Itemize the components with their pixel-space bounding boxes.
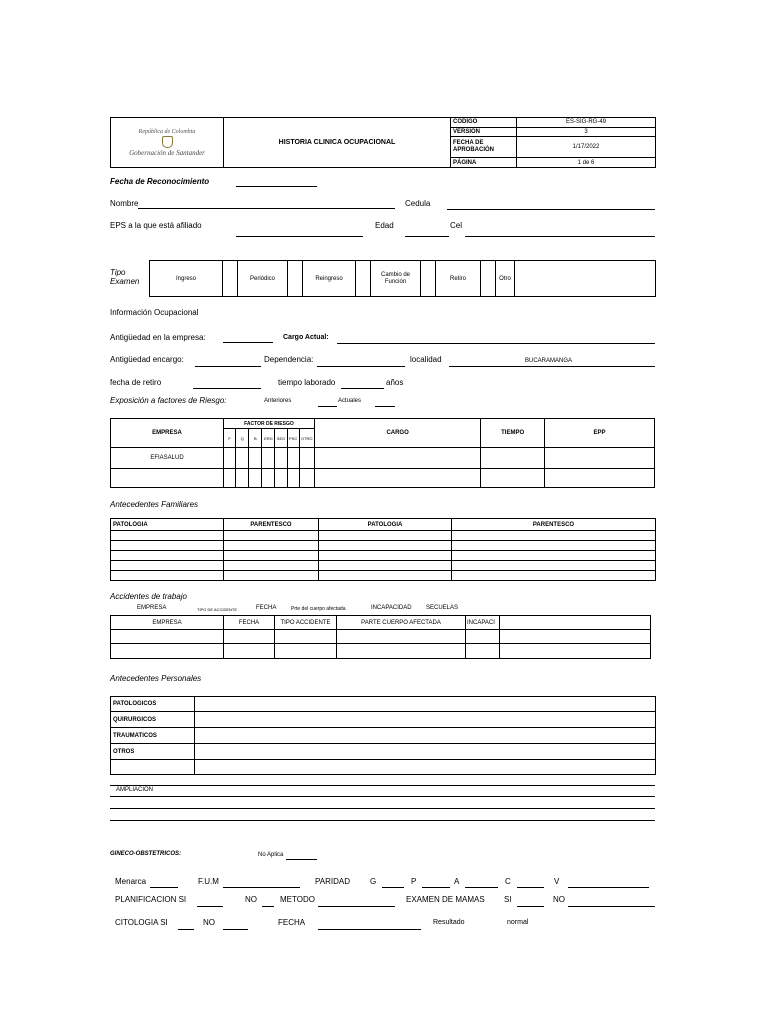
- fam-patologia-header-2: PATOLOGIA: [319, 519, 452, 531]
- antiguedad-empresa-label: Antigüedad en la empresa:: [110, 333, 206, 342]
- table-cell[interactable]: [314, 448, 481, 469]
- exposicion-label: Exposición a factores de Riesgo:: [110, 396, 227, 405]
- factor-erg: ERG: [262, 429, 275, 448]
- citologia-no-label: NO: [203, 918, 215, 927]
- eps-field[interactable]: [236, 236, 363, 237]
- codigo-value: ES-SIG-RG-49: [517, 118, 656, 128]
- table-row: [111, 630, 651, 644]
- actuales-label: Actuales: [338, 398, 362, 404]
- table-cell[interactable]: [452, 561, 656, 571]
- menarca-field[interactable]: [150, 887, 178, 888]
- citologia-fecha-label: FECHA: [278, 918, 306, 927]
- personales-traumaticos-field[interactable]: [195, 728, 656, 744]
- table-cell[interactable]: [111, 644, 224, 659]
- localidad-value: BUCARAMANGA: [525, 358, 573, 364]
- tipo-ingreso: Ingreso: [150, 261, 223, 297]
- acc-sub-secuelas: SECUELAS: [426, 605, 459, 611]
- planificacion-si-field[interactable]: [197, 906, 223, 907]
- document-title: HISTORIA CLINICA OCUPACIONAL: [224, 118, 451, 168]
- table-cell[interactable]: [544, 469, 654, 488]
- table-cell[interactable]: [299, 469, 314, 488]
- cedula-field[interactable]: [447, 209, 655, 210]
- antiguedad-cargo-label: Antigüedad encargo:: [110, 355, 184, 364]
- pagina-label: PÁGINA: [451, 158, 517, 168]
- accidentes-table: [110, 615, 651, 659]
- ampliacion-label: AMPLIACION: [116, 787, 154, 793]
- v-label: V: [554, 877, 560, 886]
- g-field[interactable]: [382, 887, 404, 888]
- table-cell[interactable]: [236, 469, 249, 488]
- logo-line1: República de Colombia: [138, 128, 196, 135]
- planificacion-no-label: NO: [245, 895, 257, 904]
- citologia-no-field[interactable]: [223, 929, 248, 930]
- table-cell[interactable]: [299, 448, 314, 469]
- table-cell[interactable]: [249, 469, 262, 488]
- table-cell[interactable]: [224, 644, 275, 659]
- fecha-retiro-field[interactable]: [193, 388, 261, 389]
- fecha-aprobacion-label: FECHA DE APROBACIÓN: [451, 137, 517, 158]
- riesgo-epp-header: EPP: [544, 419, 654, 448]
- factor-seg: SEG: [275, 429, 287, 448]
- table-cell[interactable]: [111, 531, 224, 541]
- personales-extra-field[interactable]: [195, 760, 656, 775]
- personales-table: [110, 696, 656, 775]
- acc-sub-empresa: EMPRESA: [137, 605, 167, 611]
- fum-field[interactable]: [223, 887, 300, 888]
- tipo-examen-label: Tipo Examen: [110, 268, 140, 286]
- mamas-no-field[interactable]: [568, 906, 655, 907]
- cel-label: Cel: [450, 221, 463, 230]
- anteriores-label: Anteriores: [264, 398, 292, 404]
- table-row: [111, 469, 655, 488]
- acc-secuelas-header: [500, 616, 651, 630]
- citologia-fecha-field[interactable]: [318, 929, 421, 930]
- acc-parte-header: PARTE CUERPO AFECTADA: [337, 616, 466, 630]
- dependencia-label: Dependencia:: [264, 355, 314, 364]
- citologia-si-field[interactable]: [178, 929, 194, 930]
- table-cell[interactable]: [452, 531, 656, 541]
- logo-cell: [111, 118, 224, 168]
- c-label: C: [505, 877, 511, 886]
- table-cell[interactable]: [224, 561, 319, 571]
- factor-q: Q: [236, 429, 249, 448]
- table-row: [111, 571, 656, 581]
- factor-b: B: [249, 429, 262, 448]
- cargo-actual-label: Cargo Actual:: [283, 334, 329, 341]
- table-cell[interactable]: [287, 448, 299, 469]
- acc-sub-tipo: TIPO DE ACCIDENTE: [197, 607, 238, 612]
- table-cell[interactable]: [275, 630, 337, 644]
- tipo-cambio-funcion-check[interactable]: [421, 261, 436, 297]
- header-table: [110, 117, 656, 168]
- table-cell[interactable]: [544, 448, 654, 469]
- edad-label: Edad: [375, 221, 394, 230]
- table-cell[interactable]: [337, 644, 466, 659]
- mamas-si-field[interactable]: [517, 906, 544, 907]
- table-cell[interactable]: [337, 630, 466, 644]
- table-cell[interactable]: [111, 561, 224, 571]
- cedula-label: Cedula: [405, 199, 431, 208]
- table-row: [111, 448, 655, 469]
- riesgo-table: [110, 418, 655, 488]
- tipo-periodico-check[interactable]: [288, 261, 303, 297]
- fam-parentesco-header-2: PARENTESCO: [452, 519, 656, 531]
- acc-fecha-header: FECHA: [224, 616, 275, 630]
- mamas-no-label: NO: [553, 895, 565, 904]
- tipo-examen-table: [149, 260, 656, 297]
- localidad-label: localidad: [410, 355, 442, 364]
- metodo-label: METODO: [280, 895, 315, 904]
- table-cell[interactable]: [452, 551, 656, 561]
- table-cell[interactable]: [319, 541, 452, 551]
- planificacion-no-field[interactable]: [262, 906, 274, 907]
- table-cell[interactable]: [481, 469, 545, 488]
- table-cell[interactable]: [224, 531, 319, 541]
- acc-empresa-header: EMPRESA: [111, 616, 224, 630]
- personales-otros: OTROS: [111, 744, 195, 760]
- ampliacion-line-1[interactable]: [110, 796, 655, 797]
- fecha-reconocimiento-field[interactable]: [236, 186, 317, 187]
- dependencia-field[interactable]: [317, 366, 405, 367]
- table-cell[interactable]: [287, 469, 299, 488]
- table-cell[interactable]: [111, 630, 224, 644]
- acc-tipo-header: TIPO ACCIDENTE: [275, 616, 337, 630]
- tipo-periodico: Periódico: [238, 261, 288, 297]
- riesgo-row1-empresa[interactable]: EFIASALUD: [111, 448, 224, 469]
- familiares-title: Antecedentes Familiares: [110, 500, 199, 509]
- anos-label: años: [386, 378, 404, 387]
- logo-line2: Gobernación de Santander: [129, 148, 205, 157]
- table-cell[interactable]: [236, 448, 249, 469]
- c-field[interactable]: [517, 887, 544, 888]
- tipo-retiro: Retiro: [436, 261, 481, 297]
- table-cell[interactable]: [111, 469, 224, 488]
- table-cell[interactable]: [111, 551, 224, 561]
- table-cell[interactable]: [319, 561, 452, 571]
- factor-otro: OTRO: [299, 429, 314, 448]
- ampliacion-top-rule: [110, 785, 655, 786]
- eps-label: EPS a la que está afiliado: [110, 221, 202, 230]
- actuales-field[interactable]: [375, 406, 395, 407]
- tipo-retiro-check[interactable]: [481, 261, 496, 297]
- acc-incapacidad-header: INCAPACI: [466, 616, 500, 630]
- acc-sub-parte: Prte del cuerpo afectada: [291, 606, 346, 612]
- table-cell[interactable]: [111, 571, 224, 581]
- table-cell[interactable]: [224, 630, 275, 644]
- table-cell[interactable]: [452, 571, 656, 581]
- table-cell[interactable]: [481, 448, 545, 469]
- nombre-field[interactable]: [138, 208, 395, 209]
- menarca-label: Menarca: [115, 877, 147, 886]
- personales-patologicos-field[interactable]: [195, 697, 656, 712]
- a-label: A: [454, 877, 460, 886]
- personales-quirurgicos-field[interactable]: [195, 712, 656, 728]
- factor-psc: PSC: [287, 429, 299, 448]
- version-label: VERSIÓN: [451, 127, 517, 137]
- p-label: P: [411, 877, 417, 886]
- examen-mamas-label: EXAMEN DE MAMAS: [406, 895, 485, 904]
- factor-riesgo-header: FACTOR DE RIESGO: [224, 419, 315, 429]
- personales-traumaticos: TRAUMATICOS: [111, 728, 195, 744]
- table-cell[interactable]: [314, 469, 481, 488]
- table-cell[interactable]: [275, 469, 287, 488]
- codigo-label: CÓDIGO: [451, 118, 517, 128]
- riesgo-empresa-header: EMPRESA: [111, 419, 224, 448]
- a-field[interactable]: [465, 887, 498, 888]
- antiguedad-cargo-field[interactable]: [195, 366, 261, 367]
- p-field[interactable]: [422, 887, 450, 888]
- table-cell[interactable]: [319, 531, 452, 541]
- paridad-label: PARIDAD: [315, 877, 350, 886]
- table-cell[interactable]: [466, 630, 500, 644]
- localidad-field[interactable]: [449, 366, 655, 367]
- no-aplica-field[interactable]: [286, 859, 317, 860]
- accidentes-title: Accidentes de trabajo: [110, 592, 187, 601]
- table-cell[interactable]: [224, 541, 319, 551]
- table-cell[interactable]: [275, 644, 337, 659]
- no-aplica-label: No Aplica: [258, 852, 284, 858]
- riesgo-tiempo-header: TIEMPO: [481, 419, 545, 448]
- antiguedad-empresa-field[interactable]: [223, 342, 273, 343]
- tipo-otro: Otro: [496, 261, 515, 297]
- tipo-ingreso-check[interactable]: [223, 261, 238, 297]
- ocupacional-title: Información Ocupacional: [110, 308, 199, 317]
- v-field[interactable]: [568, 887, 649, 888]
- edad-field[interactable]: [405, 236, 449, 237]
- tipo-cambio-funcion: Cambio de Función: [371, 261, 421, 297]
- table-cell[interactable]: [275, 448, 287, 469]
- personales-title: Antecedentes Personales: [110, 674, 202, 683]
- table-row: [111, 531, 656, 541]
- g-label: G: [370, 877, 377, 886]
- crest-icon: [162, 136, 173, 148]
- planificacion-si-label: PLANIFICACION SI: [115, 895, 187, 904]
- fum-label: F.U.M: [198, 877, 219, 886]
- familiares-table: [110, 518, 656, 581]
- table-cell[interactable]: [249, 448, 262, 469]
- riesgo-cargo-header: CARGO: [314, 419, 481, 448]
- table-cell[interactable]: [224, 469, 236, 488]
- acc-sub-incapacidad: INCAPACIDAD: [371, 605, 412, 611]
- mamas-si-label: SI: [504, 895, 512, 904]
- table-cell[interactable]: [500, 630, 651, 644]
- nombre-label: Nombre: [110, 199, 139, 208]
- fecha-retiro-label: fecha de retiro: [110, 378, 162, 387]
- personales-otros-field[interactable]: [195, 744, 656, 760]
- gineco-title: GINECO-OBSTETRICOS:: [110, 851, 182, 857]
- acc-sub-fecha: FECHA: [256, 605, 277, 611]
- personales-quirurgicos: QUIRURGICOS: [111, 712, 195, 728]
- table-cell[interactable]: [500, 644, 651, 659]
- fecha-aprobacion-value: 1/17/2022: [517, 137, 656, 158]
- table-cell[interactable]: [224, 448, 236, 469]
- table-row: [111, 551, 656, 561]
- factor-f: F: [224, 429, 236, 448]
- citologia-si-label: CITOLOGIA SI: [115, 918, 168, 927]
- resultado-normal: normal: [507, 919, 529, 926]
- tiempo-laborado-field[interactable]: [341, 388, 384, 389]
- table-row: [111, 561, 656, 571]
- table-row: [111, 644, 651, 659]
- table-cell[interactable]: [262, 469, 275, 488]
- pagina-value: 1 de 6: [517, 158, 656, 168]
- table-cell[interactable]: [262, 448, 275, 469]
- table-cell[interactable]: [319, 551, 452, 561]
- fam-patologia-header-1: PATOLOGIA: [111, 519, 224, 531]
- tiempo-laborado-label: tiempo laborado: [278, 378, 336, 387]
- tipo-otro-field[interactable]: [515, 261, 656, 297]
- resultado-label: Resultado: [433, 919, 465, 926]
- personales-extra: [111, 760, 195, 775]
- table-cell[interactable]: [319, 571, 452, 581]
- table-cell[interactable]: [466, 644, 500, 659]
- cel-field[interactable]: [465, 236, 655, 237]
- tipo-reingreso-check[interactable]: [356, 261, 371, 297]
- fecha-reconocimiento-label: Fecha de Reconocimiento: [110, 177, 210, 186]
- table-cell[interactable]: [224, 571, 319, 581]
- table-row: [111, 541, 656, 551]
- anteriores-field[interactable]: [318, 406, 337, 407]
- table-cell[interactable]: [452, 541, 656, 551]
- ampliacion-line-3[interactable]: [110, 820, 655, 821]
- cargo-actual-field[interactable]: [337, 343, 655, 344]
- table-cell[interactable]: [224, 551, 319, 561]
- table-cell[interactable]: [111, 541, 224, 551]
- tipo-reingreso: Reingreso: [303, 261, 356, 297]
- metodo-field[interactable]: [318, 906, 395, 907]
- personales-patologicos: PATOLOGICOS: [111, 697, 195, 712]
- fam-parentesco-header-1: PARENTESCO: [224, 519, 319, 531]
- ampliacion-line-2[interactable]: [110, 808, 655, 809]
- version-value: 3: [517, 127, 656, 137]
